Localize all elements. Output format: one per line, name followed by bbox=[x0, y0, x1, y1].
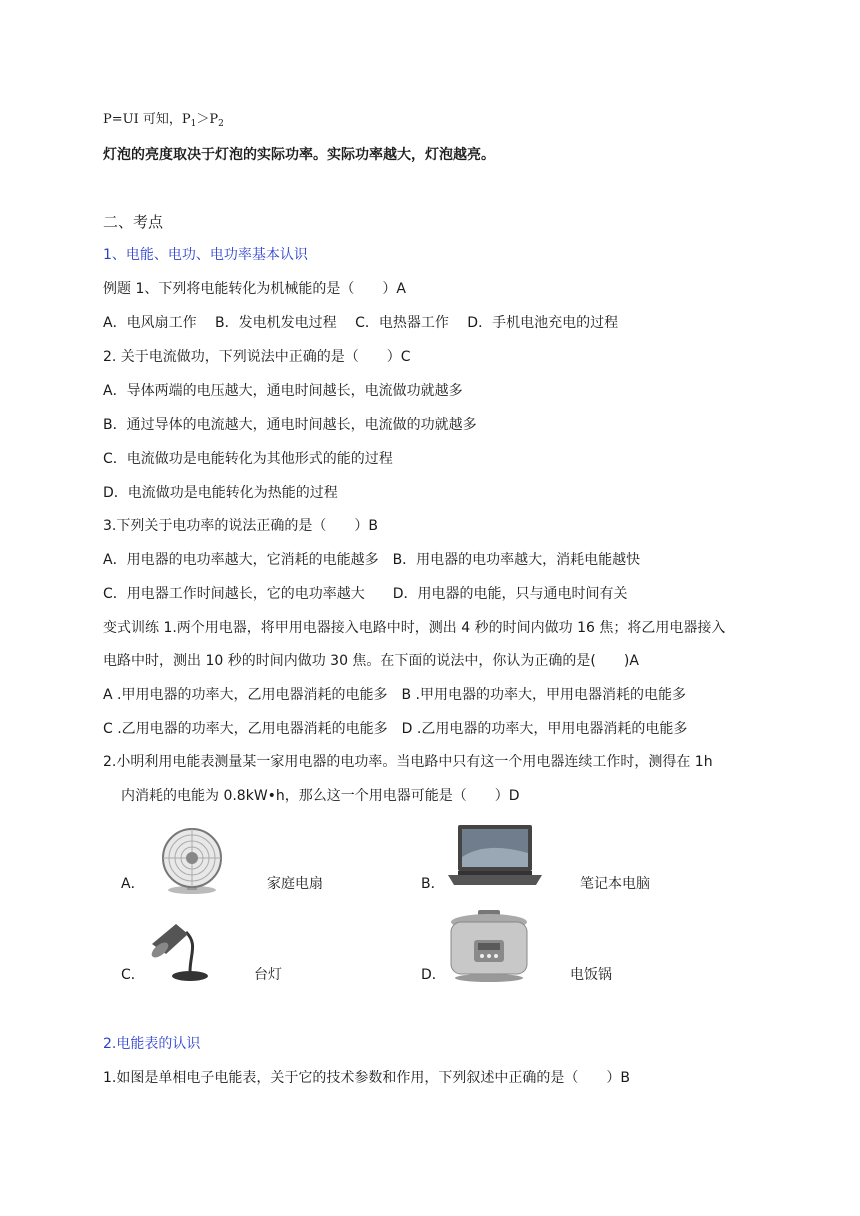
q2-option-a: A．导体两端的电压越大，通电时间越长，电流做功就越多 bbox=[103, 383, 463, 399]
q2-option-d: D．电流做功是电能转化为热能的过程 bbox=[103, 485, 338, 501]
variant1-options-ab: A .甲用电器的功率大，乙用电器消耗的电能多 B .甲用电器的功率大，甲用电器消耗的电能多 bbox=[103, 687, 686, 703]
choice-b-caption: 笔记本电脑 bbox=[580, 876, 650, 892]
variant2-line2: 内消耗的电能为 0.8kW•h，那么这一个用电器可能是（ ）D bbox=[121, 788, 520, 804]
formula-text: P=UI 可知，P bbox=[103, 112, 191, 127]
choice-a-caption: 家庭电扇 bbox=[267, 876, 323, 892]
choice-a-letter: A． bbox=[121, 876, 145, 892]
example1-question: 例题 1、下列将电能转化为机械能的是（ ）A bbox=[103, 281, 406, 297]
topic2-title: 2.电能表的认识 bbox=[103, 1036, 201, 1052]
section-title: 二、考点 bbox=[103, 213, 164, 231]
variant1-line1: 变式训练 1.两个用电器，将甲用电器接入电路中时，测出 4 秒的时间内做功 16 焦；将乙用电器接入 bbox=[103, 620, 726, 636]
q2-option-c: C．电流做功是电能转化为其他形式的能的过程 bbox=[103, 451, 393, 467]
choice-c-letter: C． bbox=[121, 967, 145, 983]
laptop-icon bbox=[446, 823, 544, 889]
choice-d-caption: 电饭锅 bbox=[570, 967, 612, 983]
q2-question: 2. 关于电流做功，下列说法中正确的是（ ）C bbox=[103, 349, 411, 365]
desk-lamp-icon bbox=[146, 914, 218, 982]
variant1-options-cd: C .乙用电器的功率大，乙用电器消耗的电能多 D .乙用电器的功率大，甲用电器消耗的电能多 bbox=[103, 721, 688, 737]
conclusion-text: 灯泡的亮度取决于灯泡的实际功率。实际功率越大，灯泡越亮。 bbox=[103, 147, 495, 163]
topic2-question1: 1.如图是单相电子电能表，关于它的技术参数和作用，下列叙述中正确的是（ ）B bbox=[103, 1070, 630, 1086]
q3-options-ab: A．用电器的电功率越大，它消耗的电能越多 B．用电器的电功率越大，消耗电能越快 bbox=[103, 552, 641, 568]
subscript-2: 2 bbox=[218, 119, 224, 129]
choice-b-letter: B． bbox=[421, 876, 445, 892]
formula-line bbox=[103, 110, 224, 134]
rice-cooker-icon bbox=[446, 908, 532, 984]
q3-options-cd: C．用电器工作时间越长，它的电功率越大 D．用电器的电能，只与通电时间有关 bbox=[103, 586, 628, 602]
choice-c-caption: 台灯 bbox=[254, 967, 282, 983]
topic1-title: 1、电能、电功、电功率基本认识 bbox=[103, 247, 308, 263]
subscript-1: 1 bbox=[190, 119, 197, 129]
choice-d-letter: D． bbox=[421, 967, 446, 983]
example1-options: A．电风扇工作 B．发电机发电过程 C．电热器工作 D．手机电池充电的过程 bbox=[103, 315, 619, 331]
fan-icon bbox=[147, 826, 237, 896]
variant1-line2: 电路中时，测出 10 秒的时间内做功 30 焦。在下面的说法中，你认为正确的是( )A bbox=[103, 653, 639, 669]
q2-option-b: B．通过导体的电流越大，通电时间越长，电流做的功就越多 bbox=[103, 417, 477, 433]
variant2-line1: 2.小明利用电能表测量某一家用电器的电功率。当电路中只有这一个用电器连续工作时，测得在 1h bbox=[103, 754, 713, 770]
formula-compare: ＞P bbox=[196, 112, 219, 127]
q3-question: 3.下列关于电功率的说法正确的是（ ）B bbox=[103, 518, 378, 534]
